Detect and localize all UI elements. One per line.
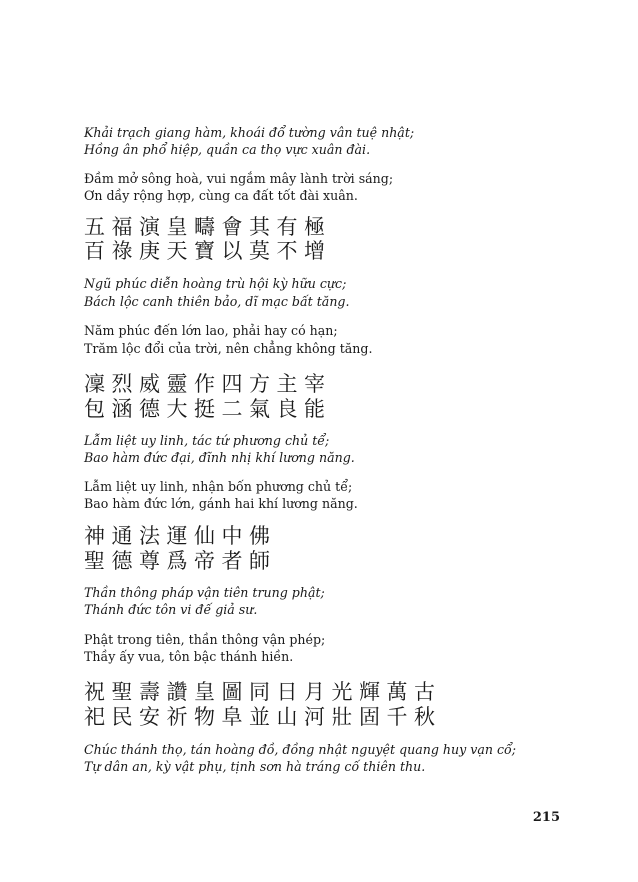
- stanza2-italic-line-1: Ngũ phúc diễn hoàng trù hội kỳ hữu cực;: [84, 276, 347, 291]
- stanza3-italic-line-2: Bao hàm đức đại, đĩnh nhị khí lương năng.: [84, 450, 355, 465]
- stanza1-plain-line-1: Đầm mở sông hoà, vui ngắm mây lành trời sáng;: [84, 171, 394, 186]
- stanza4-han-line-2: 聖德尊爲帝者師: [84, 549, 277, 573]
- stanza4-italic-line-2: Thánh đức tôn vi đế giả sư.: [84, 602, 258, 617]
- stanza5-han-line-1: 祝聖壽讚皇圖同日月光輝萬古: [84, 680, 442, 704]
- stanza3-han-line-2: 包涵德大挺二氣良能: [84, 397, 332, 421]
- stanza3-italic-line-1: Lẫm liệt uy linh, tác tứ phương chủ tể;: [84, 433, 330, 448]
- stanza2-han-line-1: 五福演皇疇會其有極: [84, 215, 332, 239]
- stanza5-han-line-2: 祀民安祈物阜並山河壯固千秋: [84, 705, 442, 729]
- stanza2-italic-line-2: Bách lộc canh thiên bảo, dĩ mạc bất tăng.: [84, 294, 350, 309]
- stanza2-plain-line-1: Năm phúc đến lớn lao, phải hay có hạn;: [84, 323, 338, 338]
- stanza1-plain-line-2: Ơn dầy rộng hợp, cùng ca đất tốt đài xuân.: [84, 188, 358, 203]
- stanza4-plain-line-2: Thầy ấy vua, tôn bậc thánh hiền.: [84, 649, 294, 664]
- stanza2-plain-line-2: Trăm lộc đổi của trời, nên chẳng không tăng.: [84, 341, 373, 356]
- stanza4-han-line-1: 神通法運仙中佛: [84, 524, 277, 548]
- stanza4-plain-line-1: Phật trong tiên, thần thông vận phép;: [84, 632, 326, 647]
- page-number: 215: [532, 810, 560, 825]
- stanza3-plain-line-2: Bao hàm đức lớn, gánh hai khí lương năng.: [84, 496, 358, 511]
- stanza1-italic-line-2: Hồng ân phổ hiệp, quần ca thọ vực xuân đài.: [84, 142, 371, 157]
- stanza2-han-line-2: 百祿庚天寶以莫不增: [84, 239, 332, 263]
- stanza5-italic-line-1: Chúc thánh thọ, tán hoàng đồ, đồng nhật nguyệt quang huy vạn cổ;: [84, 742, 517, 757]
- stanza3-plain-line-1: Lẫm liệt uy linh, nhận bốn phương chủ tể;: [84, 479, 353, 494]
- stanza5-italic-line-2: Tự dân an, kỳ vật phụ, tịnh sơn hà tráng cố thiên thu.: [84, 759, 426, 774]
- stanza4-italic-line-1: Thần thông pháp vận tiên trung phật;: [84, 585, 325, 600]
- stanza3-han-line-1: 凜烈威靈作四方主宰: [84, 372, 332, 396]
- stanza1-italic-line-1: Khải trạch giang hàm, khoái đổ tường vân tuệ nhật;: [84, 125, 415, 140]
